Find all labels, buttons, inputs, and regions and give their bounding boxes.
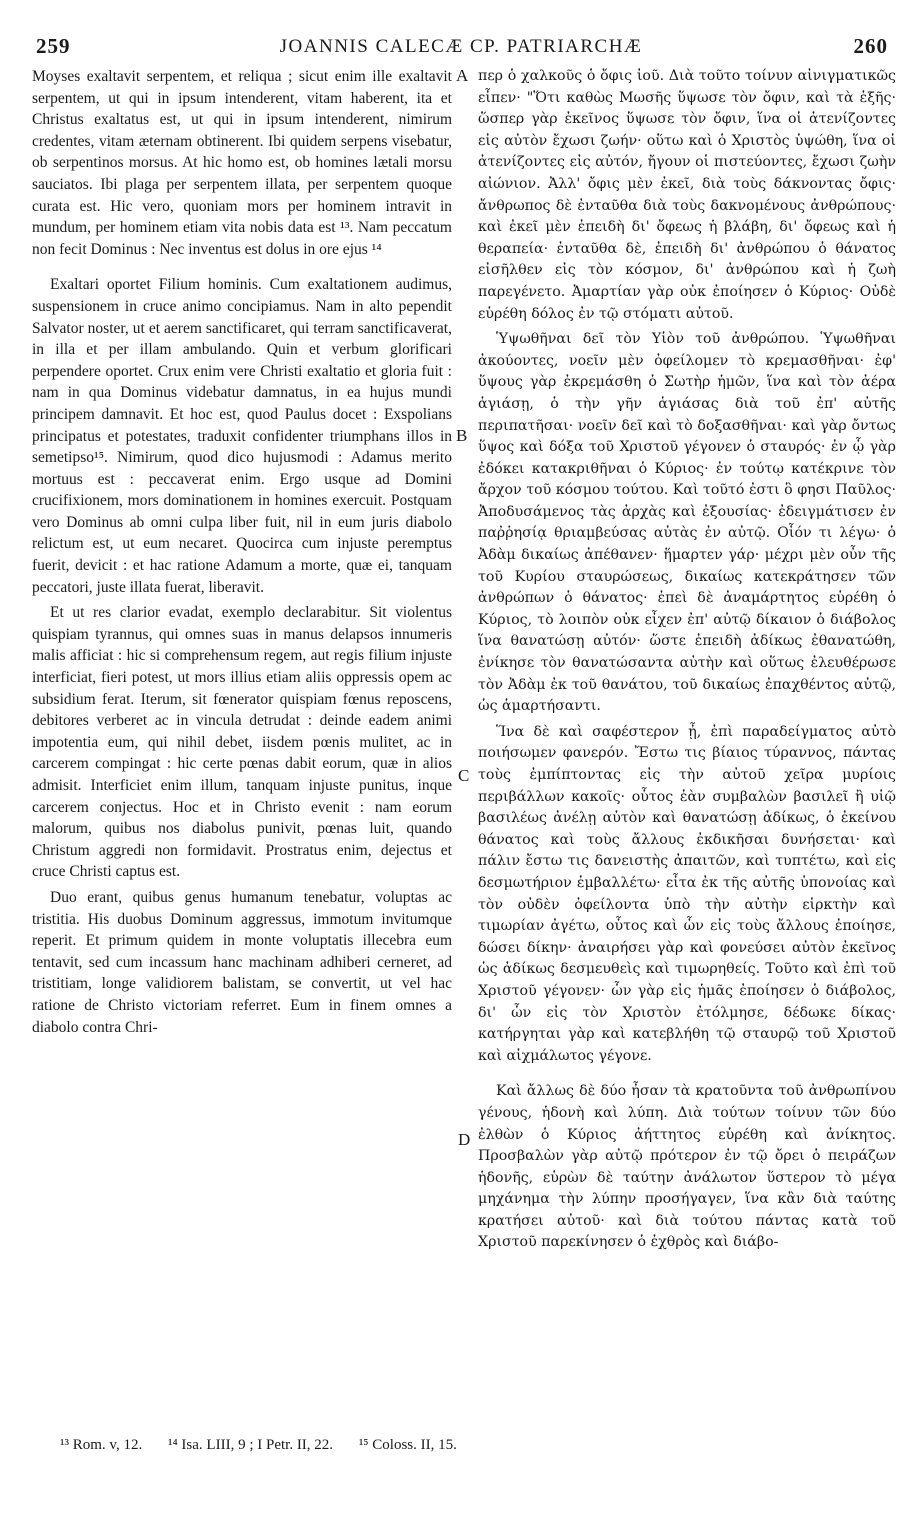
footnote-15: ¹⁵ Coloss. II, 15.	[358, 1437, 457, 1453]
latin-paragraph: Moyses exaltavit serpentem, et reliqua ; sicut enim ille exaltavit serpentem, ut qui in ipsum intenderent, vitam haberent, ita et Christus exaltatus est, ut qui in ipsum intenderent, nimirum credentes, vitam æternam obtinerent. Ibi quidem serpens visebatur, ob serpentinos morsus. At hic homo est, ob homines lætali morsu sauciatos. Ibi plaga per serpentem illata, per serpentem quoque curata est. Hic vero, quoniam mors per hominem intravit in mundum, per hominem etiam vita nobis data est ¹³. Nam peccatum non fecit Dominus : Nec inventus est dolus in ore ejus ¹⁴	[32, 68, 452, 258]
latin-paragraph: Duo erant, quibus genus humanum tenebatur, voluptas ac tristitia. His duobus Dominum aggressus, immotum invitumque reperit. Et primum quidem in monte voluptatis illecebra eum tentavit, sed cum incassum hanc machinam adhiberi cerneret, ad tristitiam, longe validiorem balistam, se convertit, ut vel hac ratione de Christo victoriam referret. Eum in finem omnes a diabolo contra Chri-	[32, 888, 452, 1036]
margin-letter-d: D	[458, 1130, 471, 1149]
running-title: JOANNIS CALECÆ CP. PATRIARCHÆ	[279, 36, 643, 57]
page-header	[30, 34, 892, 62]
footnotes	[60, 1437, 880, 1454]
greek-column	[478, 66, 896, 1254]
margin-letter-a: A	[456, 66, 469, 85]
greek-paragraph: Ἵνα δὲ καὶ σαφέστερον ᾖ, ἐπὶ παραδείγματος αὐτὸ ποιήσωμεν φανερόν. Ἔστω τις βίαιος τύραννος, πάντας τοὺς ἐμπίπτοντας εἰς τὴν αὐτοῦ χεῖρα μυρίοις περιβάλλων κακοῖς· οὗτος ἐὰν συμβαλὼν βασιλεῖ ἢ υἱῷ βασιλέως ἀνέλῃ αὐτὸν καὶ θανατώσῃ ἀδίκως, ὁ ἐκείνου θάνατος καὶ τοὺς ἄλλους ἐκδικῆσαι δυνήσεται· καὶ πάλιν ἔστω τις δανειστὴς ἀπαιτῶν, καὶ τυπτέτω, καὶ εἰς δεσμωτήριον ἐμβαλλέτω· εἶτα ἐκ τῆς αὐτῆς ὑπονοίας καὶ τὸν οὐδὲν ὀφείλοντα ὑπὸ τὴν αὐτὴν εἱρκτὴν καὶ τιμωρίαν ἀγέτω, οὗτος καὶ ὧν εἰς τοὺς ἄλλους ἐποίησε, δώσει δίκην· ἀναιρήσει γὰρ καὶ φονεύσει αὐτὸν ἐκεῖνος ὡς ἀδίκως δεσμευθεὶς καὶ τιμωρηθείς. Τοῦτο καὶ ἐπὶ τοῦ Χριστοῦ γέγονεν· ὧν γὰρ εἰς ἡμᾶς ἐποίησεν ὁ διάβολος, δι' ὧν εἰς τὸν Χριστὸν ἐτόλμησε, δέδωκε δίκας· κατήργηται γὰρ καὶ κατεβλήθη τῷ σταυρῷ τοῦ Χριστοῦ καὶ αἰχμάλωτος γέγονε.	[478, 723, 896, 1064]
latin-paragraph: Et ut res clarior evadat, exemplo declarabitur. Sit violentus quispiam tyrannus, qui omnes suas in manus delapsos innumeris malis afficiat : hic si comprehensum regem, aut regis filium injuste interficiat, fieri potest, ut mors illius etiam aliis oppressis opem ac subsidium ferat. Iterum, sit fœnerator quispiam fœnus reposcens, debitores verberet ac in vincula detrudat : deinde eadem animi impotentia eum, qui nihil debet, iisdem pœnis mulitet, ac in carcerem compingat : hic certe pœnas dabit eorum, quæ in alios admisit. Interficiet enim illum, tanquam injuste punitus, inque carcerem conjectus. Hoc et in Christo evenit : nam eorum malorum, quibus nos diabolus punivit, pœnas luit, quando Christum aggredi non formidavit. Prostratus enim, dejectus et cruce Christi captus est.	[32, 604, 452, 881]
latin-paragraph: Exaltari oportet Filium hominis. Cum exaltationem audimus, suspensionem in cruce animo concipiamus. Nam in alto pependit Salvator noster, ut et aerem sanctificaret, qui terram sanctificaverat, in illa et per illam ambulando. Quin et verbum glorificari perpendere oportet. Crux enim vere Christi exaltatio et gloria fuit : nam in qua Dominus videbatur damnatus, in ea hujus mundi principem damnavit. Et hoc est, quod Paulus docet : Exspolians principatus et potestates, traduxit confidenter triumphans illos in semetipso¹⁵. Nimirum, quod dico hujusmodi : Adamus merito mortuus est : peccaverat enim. Ergo usque ad Domini crucifixionem, mors dominationem in homines exercuit. Postquam vero Dominus ab omni culpa liber fuit, nil in eum juris diabolo relictum est, ut eum necaret. Quocirca cum injuste peremptus fuerit, devicit : et hac ratione Adamum a morte, quæ ei, tanquam peccatori, juste illata fuerat, liberavit.	[32, 276, 452, 596]
greek-paragraph: Ὑψωθῆναι δεῖ τὸν Υἱὸν τοῦ ἀνθρώπου. Ὑψωθῆναι ἀκούοντες, νοεῖν μὲν ὀφείλομεν τὸ κρεμασθῆναι· ἐφ' ὕψους γὰρ ἐκρεμάσθη ὁ Σωτὴρ ἡμῶν, ἵνα καὶ τὸν ἀέρα ἁγιάσῃ, ὁ τὴν γῆν ἁγιάσας διὰ τοῦ ἐπ' αὐτῆς περιπατῆσαι· νοεῖν δεῖ καὶ τὸ δοξασθῆναι· καὶ γὰρ ὄντως ὕψος καὶ δόξα τοῦ Χριστοῦ γέγονεν ὁ σταυρός· ἐν ᾧ γὰρ ἐδόκει κατακριθῆναι ὁ Κύριος· ἐν τούτῳ κατέκρινε τὸν ἄρχον τοῦ κόσμου τούτου. Καὶ τοῦτό ἐστι ὃ φησι Παῦλος· Ἀποδυσάμενος τὰς ἀρχὰς καὶ ἐξουσίας· ἐδειγμάτισεν ἐν παῤῥησίᾳ θριαμβεύσας αὐτὰς ἐν αὐτῷ. Οἷόν τι λέγω· ὁ Ἀδὰμ δικαίως ἀπέθανεν· ἥμαρτεν γάρ· μέχρι μὲν οὖν τῆς τοῦ Κυρίου σταυρώσεως, δικαίως κατεκράτησεν τῶν ἀνθρώπων ὁ θάνατος· ἐπεὶ δὲ ἀναμάρτητος εὑρέθη ὁ Κύριος, τὸ λοιπὸν οὐκ εἶχεν ἐπ' αὐτῷ δίκαιον ὁ διάβολος ἵνα θανατώσῃ αὐτόν· ὥστε ἐπειδὴ ἀδίκως ἐθανατώθη, ἐνίκησε τὸν θανατώσαντα αὐτὴν καὶ οὕτως ἐλευθέρωσε τὸν Ἀδὰμ ἐκ τοῦ θανάτου, τοῦ δικαίως ἐπαχθέντος αὐτῷ, ὡς ἁμαρτήσαντι.	[478, 331, 896, 715]
greek-paragraph: Καὶ ἄλλως δὲ δύο ἦσαν τὰ κρατοῦντα τοῦ ἀνθρωπίνου γένους, ἡδονὴ καὶ λύπη. Διὰ τούτων τοίνυν τῶν δύο ἐλθὼν ὁ Κύριος ἀήττητος εὑρέθη καὶ ἀνίκητος. Προσβαλὼν γὰρ αὐτῷ πρότερον ἐν τῷ ὄρει ὁ πειράζων ἡδονῆς, εὑρὼν δὲ ταύτην ἀνάλωτον ὕστερον τὸ μέγα μηχάνημα τὴν λύπην προσήγαγεν, ἵνα κἂν διὰ ταύτης κρατήσει αὐτοῦ· καὶ διὰ τούτου πάντας κατὰ τοῦ Χριστοῦ παρεκίνησεν ὁ ἐχθρὸς καὶ διάβο-	[478, 1083, 896, 1251]
latin-column	[32, 66, 452, 1038]
margin-letter-c: C	[458, 766, 470, 785]
page-number-left: 259	[36, 34, 71, 58]
page-number-right: 260	[853, 34, 888, 58]
greek-paragraph: περ ὁ χαλκοῦς ὁ ὄφις ἰοῦ. Διὰ τοῦτο τοίνυν αἰνιγματικῶς εἶπεν· "Ὅτι καθὼς Μωσῆς ὕψωσε τὸν ὄφιν, καὶ τὰ ἑξῆς· ὥσπερ γὰρ ἐκεῖνος ὕψωσε τὸν ὄφιν, ἵνα οἱ ἀτενίζοντες εἰς αὐτὸν ἔχωσι ζωήν· οὕτω καὶ ὁ Χριστὸς ὑψώθη, ἵνα οἱ ἀτενίζοντες εἰς αὐτόν, ἤγουν οἱ πιστεύοντες, ἔχωσι ζωὴν αἰώνιον. Ἀλλ' ὄφις μὲν ἐκεῖ, διὰ τοὺς δάκνοντας ὄφις· ἄνθρωπος δὲ ἐνταῦθα διὰ τοὺς δακνομένους ἀνθρώπους· καὶ ἐκεῖ μὲν ἐπειδὴ δι' ὄφεως ἡ βλάβη, δι' ὄφεως καὶ ἡ θεραπεία· ἐνταῦθα δὲ, ἐπειδὴ δι' ἀνθρώπου ὁ θάνατος εἰσῆλθεν εἰς τὸν κόσμον, δι' ἀνθρώπου καὶ ἡ ζωὴ παρεγένετο. Ἀμαρτίαν γὰρ οὐκ ἐποίησεν ὁ Κύριος· Οὐδὲ εὑρέθη δόλος ἐν τῷ στόματι αὐτοῦ.	[478, 68, 896, 322]
margin-letter-b: B	[456, 426, 468, 445]
footnote-14: ¹⁴ Isa. LIII, 9 ; I Petr. II, 22.	[167, 1437, 334, 1453]
footnote-13: ¹³ Rom. v, 12.	[60, 1437, 143, 1453]
